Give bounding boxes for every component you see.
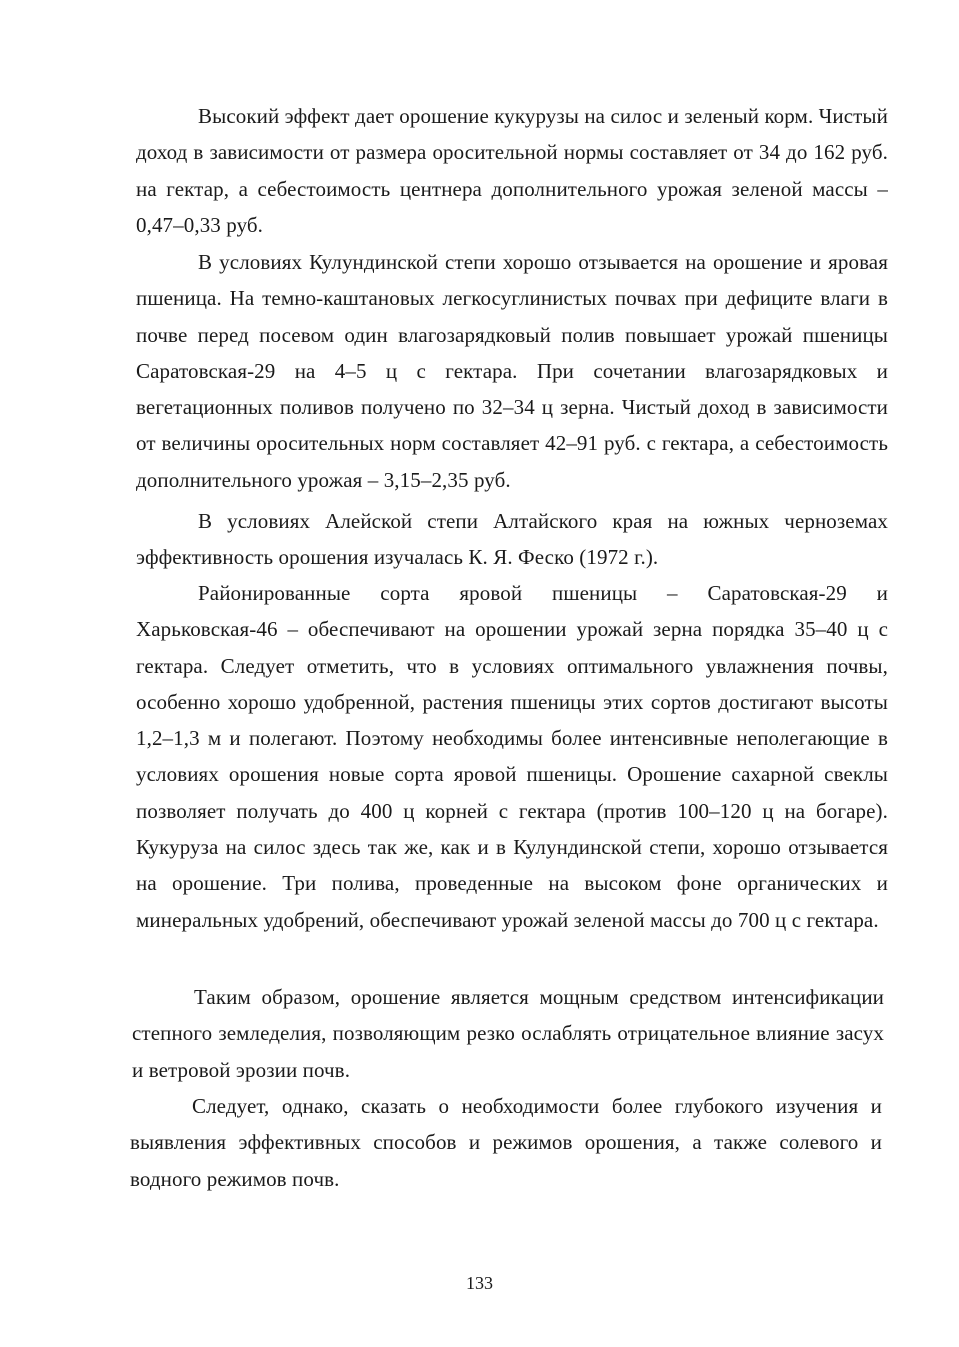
- paragraph-corn-irrigation: Высокий эффект дает орошение кукурузы на силос и зеленый корм. Чистый доход в зависимости от размера оросительной нормы составляет от 34 до 162 руб. на гектар, а себестоимость центнера дополнительного урожая зеленой массы – 0,47–0,33 руб.: [136, 104, 888, 237]
- paragraph-aleisk-steppe: В условиях Алейской степи Алтайского края на южных черноземах эффективность орошения изучалась К. Я. Феско (1972 г.).: [136, 509, 888, 570]
- page-number: 133: [466, 1273, 493, 1293]
- paragraph-wheat-varieties: Районированные сорта яровой пшеницы – Саратовская-29 и Харьковская-46 – обеспечивают на орошении урожай зерна порядка 35–40 ц с гектара. Следует отметить, что в условиях оптимального увлажнения почвы, особенно хорошо удобренной, растения пшеницы этих сортов достигают высоты 1,2–1,3 м и полегают. Поэтому необходимы более интенсивные неполегающие в условиях орошения новые сорта яровой пшеницы. Орошение сахарной свеклы позволяет получать до 400 ц корней с гектара (против 100–120 ц на богаре). Кукуруза на силос здесь так же, как и в Кулундинской степи, хорошо отзывается на орошение. Три полива, проведенные на высоком фоне органических и минеральных удобрений, обеспечивают урожай зеленой массы до 700 ц с гектара.: [136, 581, 888, 932]
- paragraph-conclusion: Таким образом, орошение является мощным средством интенсификации степного земледелия, позволяющим резко ослаблять отрицательное влияние засух и ветровой эрозии почв.: [132, 985, 884, 1082]
- paragraph-kulunda-steppe: В условиях Кулундинской степи хорошо отзывается на орошение и яровая пшеница. На темно-каштановых легкосуглинистых почвах при дефиците влаги в почве перед посевом один влагозарядковый полив повышает урожай пшеницы Саратовская-29 на 4–5 ц с гектара. При сочетании влагозарядковых и вегетационных поливов получено по 32–34 ц зерна. Чистый доход в зависимости от величины оросительных норм составляет 42–91 руб. с гектара, а себестоимость дополнительного урожая – 3,15–2,35 руб.: [136, 250, 888, 492]
- paragraph-further-study: Следует, однако, сказать о необходимости более глубокого изучения и выявления эффективных способов и режимов орошения, а также солевого и водного режимов почв.: [130, 1094, 882, 1191]
